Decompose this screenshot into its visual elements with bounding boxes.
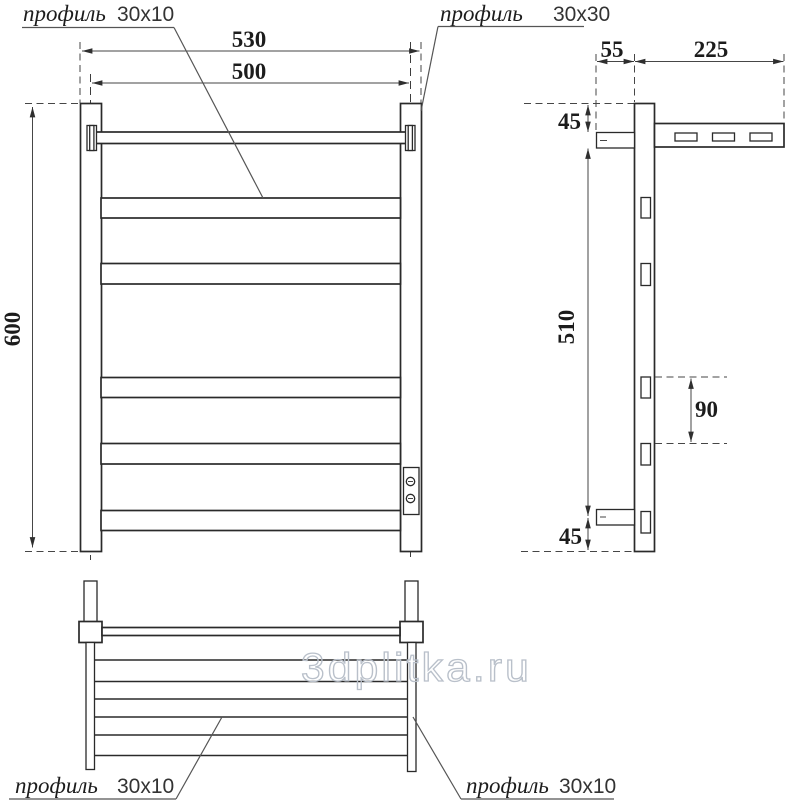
profile-label-size: 30x30 <box>553 3 611 26</box>
profile-label-word: профиль <box>23 1 106 26</box>
rung-cross-section <box>641 264 651 286</box>
dim-value-shelf-depth: 225 <box>693 37 729 62</box>
dim-value-bottom-gap: 45 <box>559 524 582 549</box>
profile-label-size: 30x10 <box>117 3 175 26</box>
profile-label-word: профиль <box>466 773 549 798</box>
rung-bar <box>101 378 401 398</box>
label-leader <box>174 28 263 199</box>
dim-value-wall-offset: 55 <box>600 37 624 62</box>
dim-value-bracket-span: 510 <box>554 309 579 345</box>
dim-value-total-height: 600 <box>0 311 25 347</box>
front-view <box>25 42 422 560</box>
label-leader <box>413 717 461 799</box>
dim-value-top-gap: 45 <box>558 109 581 134</box>
rung-cross-section <box>641 444 651 466</box>
post-plan <box>86 643 95 770</box>
left-post <box>81 104 102 552</box>
rung-cross-section <box>641 198 651 219</box>
rung-cross-section <box>641 377 651 398</box>
label-leader <box>176 717 222 799</box>
label-leader <box>421 27 438 112</box>
side-post <box>635 104 655 552</box>
side-view-dimensions <box>554 37 784 550</box>
dim-value-center-width: 500 <box>231 59 267 84</box>
rung-bar <box>101 264 401 285</box>
front-view-dimensions <box>0 27 420 548</box>
control-box <box>404 468 420 515</box>
rung-bar <box>101 511 401 531</box>
profile-label-size: 30x10 <box>117 775 175 798</box>
hanger-bar-plan <box>102 628 400 636</box>
corner-block <box>79 622 102 643</box>
shelf-slot <box>713 133 735 141</box>
rung-bar <box>101 444 401 465</box>
watermark-text: 3dplitka.ru <box>301 646 532 690</box>
wall-stub <box>84 581 97 622</box>
dim-value-outer-width: 530 <box>231 27 267 52</box>
rung-cross-section <box>641 512 651 534</box>
shelf-slot <box>750 133 772 141</box>
hanger-bar <box>96 132 406 144</box>
profile-label-word: профиль <box>15 773 98 798</box>
profile-label-word: профиль <box>440 1 523 26</box>
hanger-bracket-inner <box>90 126 94 151</box>
corner-block <box>400 622 423 643</box>
wall-stub <box>405 581 418 622</box>
dim-value-rung-gap: 90 <box>695 397 718 422</box>
shelf-slot <box>675 133 697 141</box>
hanger-bracket-inner <box>408 126 412 151</box>
profile-label-size: 30x10 <box>559 775 617 798</box>
rung-bar <box>101 198 401 218</box>
